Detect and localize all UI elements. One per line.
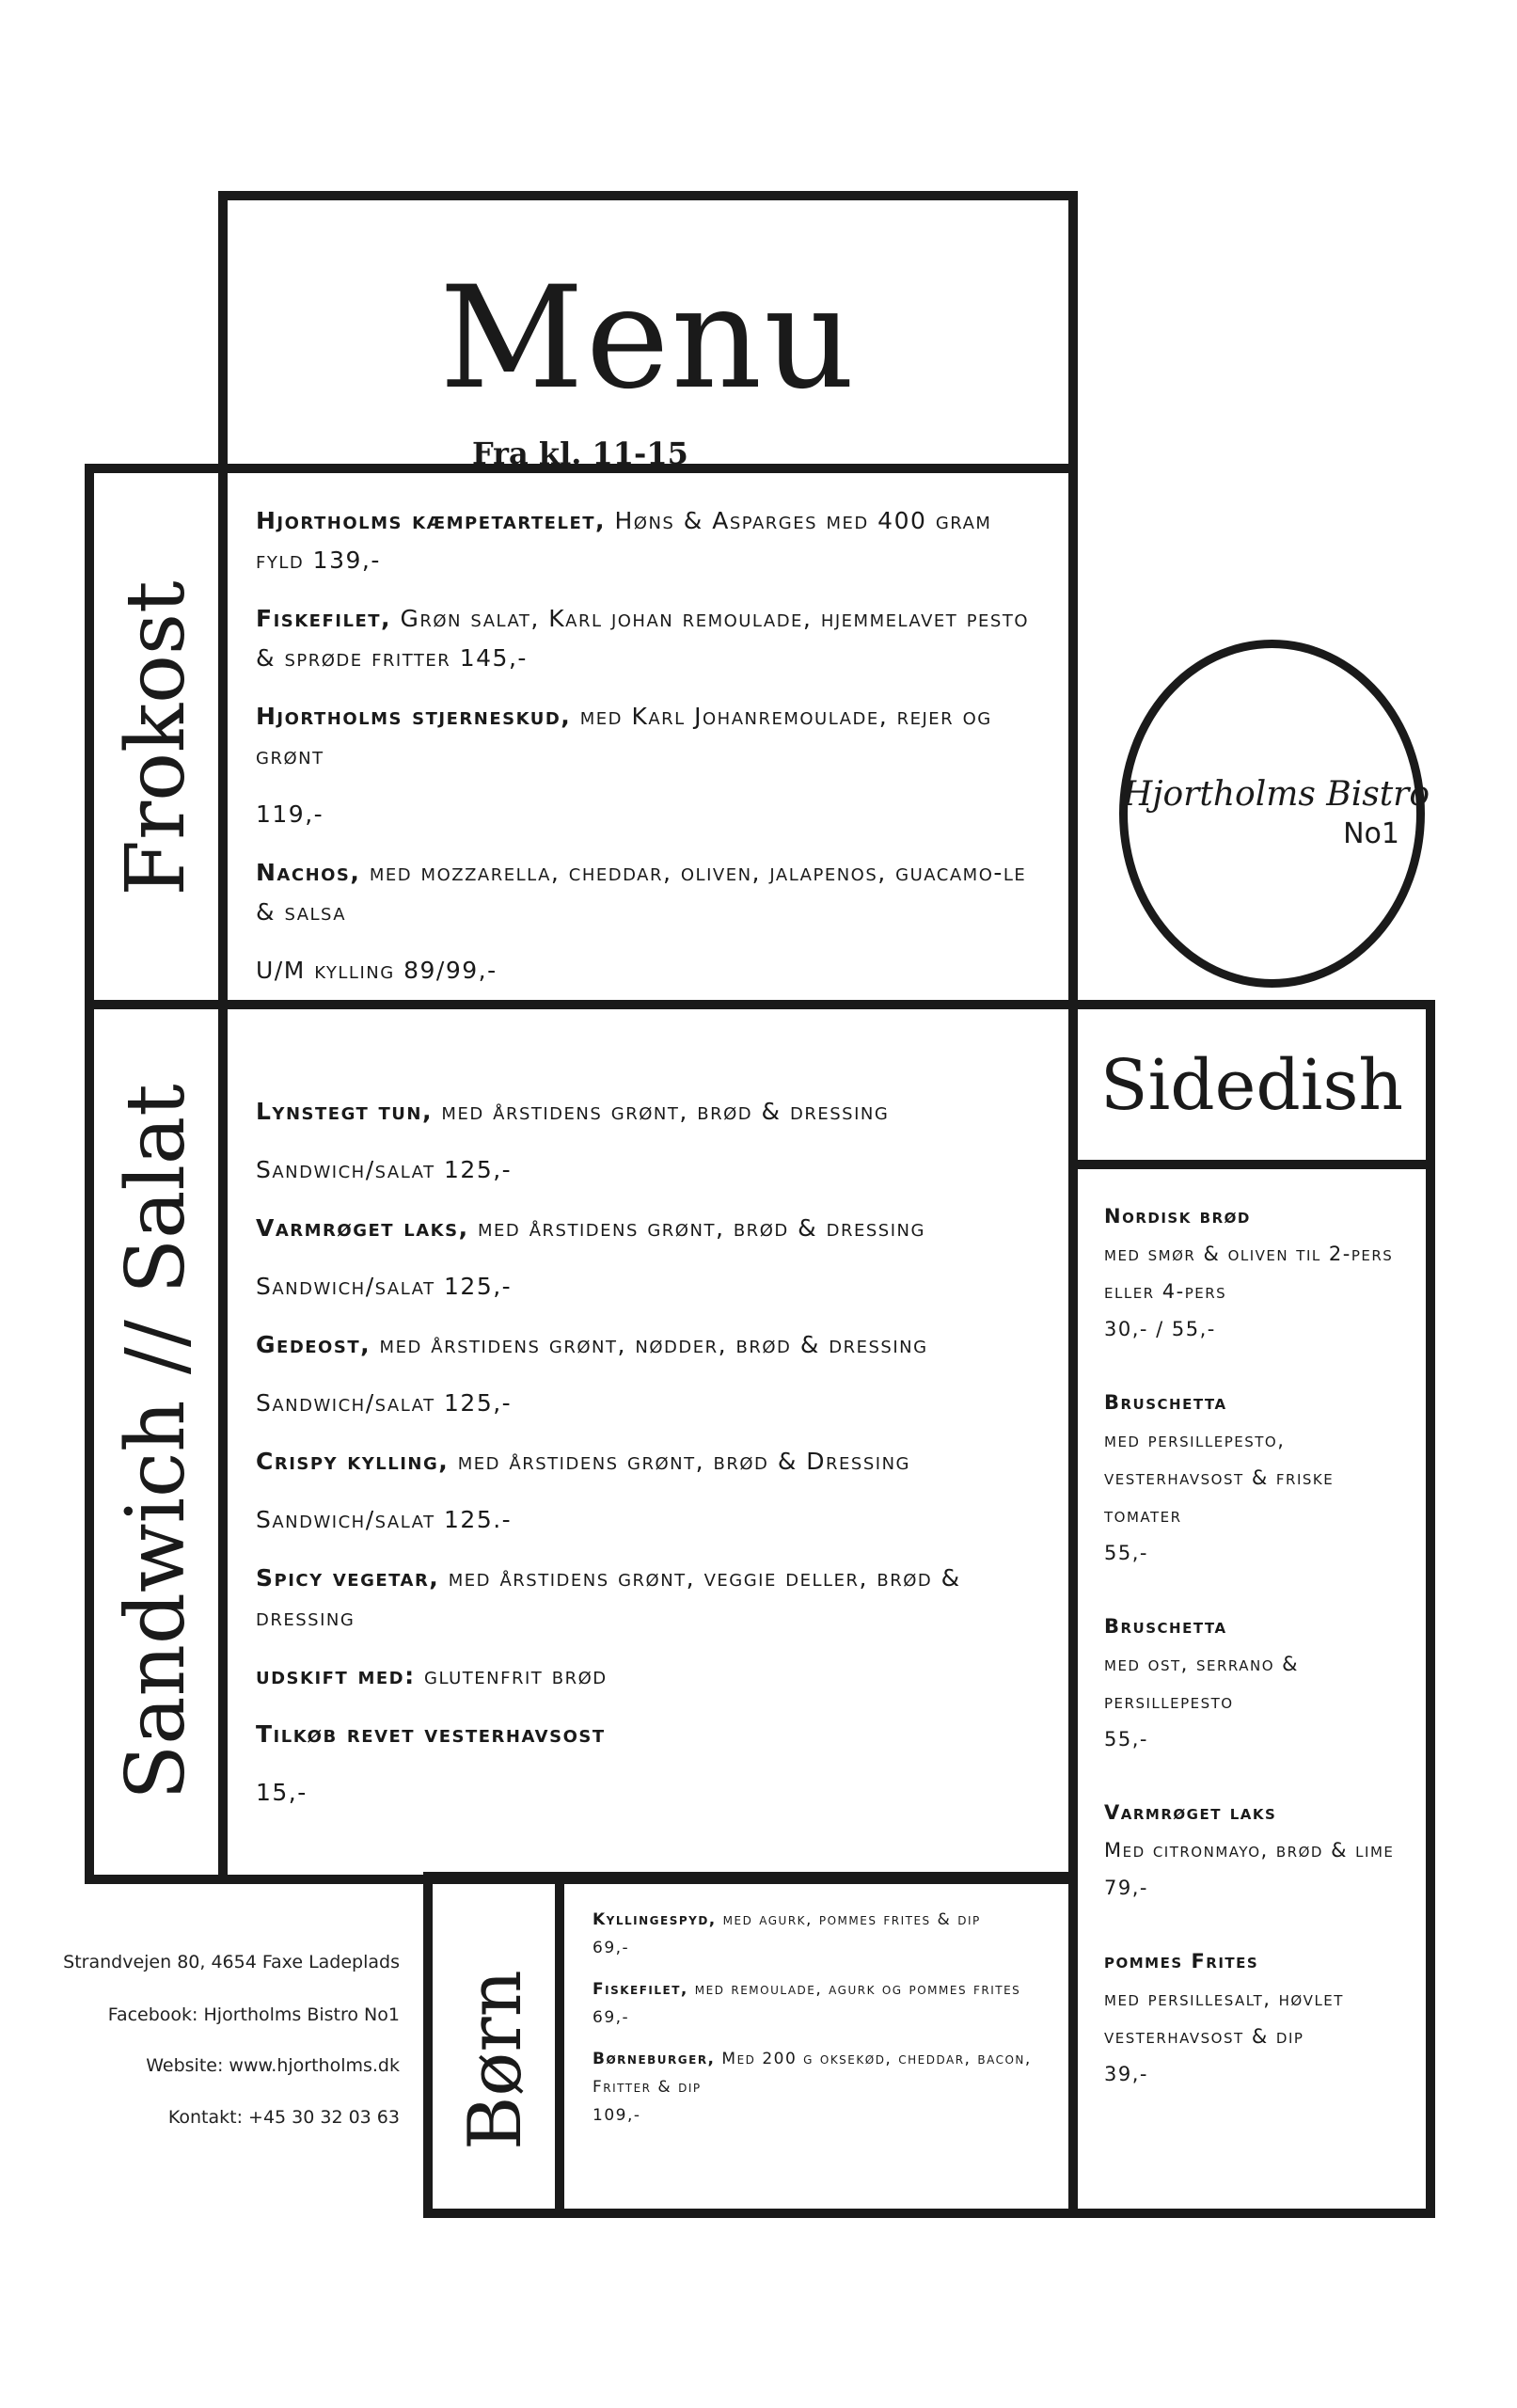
item-description: Sandwich/salat 125,- [256, 1156, 513, 1183]
menu-item [256, 1442, 1046, 1481]
item-price: 55,- [1104, 1542, 1148, 1564]
sandwich-label: Sandwich // Salat [109, 1084, 203, 1800]
item-name: Hjortholms stjerneskud, [256, 703, 572, 730]
item-description: Sandwich/salat 125.- [256, 1506, 513, 1533]
sidedish-items [1104, 1197, 1414, 2129]
menu-item [256, 1325, 1046, 1365]
kids-item [593, 2045, 1053, 2130]
sandwich-label-box [85, 1000, 228, 1884]
contact-facebook: Facebook: Hjortholms Bistro No1 [107, 2004, 400, 2025]
item-description: med Karl Johanremoulade, rejer og grønt [256, 703, 992, 769]
sidedish-item [1104, 1384, 1414, 1572]
item-name: Børneburger, [593, 2050, 716, 2068]
item-name: Gedeost, [256, 1331, 371, 1358]
item-description: med remoulade, agurk og pommes frites [687, 1980, 1021, 1999]
item-description: med mozzarella, cheddar, oliven, jalapenos, guacamo-le & salsa [256, 859, 1027, 926]
kids-item [593, 1906, 1053, 1962]
sandwich-items [256, 1092, 1046, 1831]
menu-item [256, 795, 1046, 834]
sidedish-item [1104, 1942, 1414, 2093]
frokost-label-box [85, 464, 228, 1009]
item-description: med årstidens grønt, brød & dressing [432, 1098, 890, 1125]
contact-address: Strandvejen 80, 4654 Faxe Ladeplads [63, 1952, 400, 1972]
item-description: med årstidens grønt, brød & dressing [468, 1214, 925, 1242]
menu-item [256, 1656, 1046, 1696]
item-description: Med citronmayo, brød & lime [1104, 1839, 1395, 1861]
item-name: Kyllingespyd, [593, 1910, 717, 1929]
menu-item [256, 1384, 1046, 1423]
frokost-box [218, 464, 1078, 1009]
menu-item [256, 951, 1046, 990]
bistro-logo [1119, 640, 1430, 988]
born-label-box [423, 1872, 564, 2218]
menu-item [256, 1773, 1046, 1813]
item-name: udskift med: [256, 1662, 416, 1689]
item-price: 39,- [1104, 2063, 1148, 2085]
item-price: 109,- [593, 2106, 641, 2125]
item-name: Varmrøget laks, [256, 1214, 469, 1242]
item-description: Sandwich/salat 125,- [256, 1273, 513, 1300]
item-price: 69,- [593, 1939, 630, 1957]
frokost-label: Frokost [109, 580, 203, 896]
item-name: Nachos, [256, 859, 361, 886]
item-description: glutenfrit brød [415, 1662, 608, 1689]
sidedish-title: Sidedish [1099, 1045, 1404, 1126]
item-description: med smør & oliven til 2-pers eller 4-pers [1104, 1243, 1394, 1303]
item-description: 119,- [256, 800, 324, 828]
sidedish-title-box [1068, 1000, 1435, 1169]
item-description: med persillepesto, vesterhavsost & friske tomater [1104, 1429, 1335, 1527]
sidedish-box [1068, 1160, 1435, 2218]
item-description: Sandwich/salat 125,- [256, 1389, 513, 1417]
item-name: Hjortholms kæmpetartelet, [256, 507, 607, 534]
logo-number: No1 [1343, 817, 1399, 850]
item-name: Tilkøb revet vesterhavsost [256, 1720, 606, 1748]
item-description: med årstidens grønt, nødder, brød & dressing [371, 1331, 928, 1358]
sandwich-box [218, 1000, 1078, 1884]
sidedish-item [1104, 1794, 1414, 1907]
item-name: Spicy vegetar, [256, 1564, 440, 1592]
born-items [593, 1906, 1053, 2143]
item-name: Bruschetta [1104, 1615, 1227, 1638]
sidedish-item [1104, 1608, 1414, 1758]
contact-block [56, 1952, 400, 2159]
born-label: Børn [453, 1970, 538, 2150]
title-box [218, 191, 1078, 473]
frokost-items [256, 501, 1046, 1009]
kids-item [593, 1975, 1053, 2032]
page-title: Menu [439, 257, 857, 420]
item-name: Nordisk brød [1104, 1205, 1251, 1228]
item-price: 55,- [1104, 1728, 1148, 1751]
menu-item [256, 853, 1046, 932]
item-description: Med 200 g oksekød, cheddar, bacon, Fritter & dip [593, 2050, 1032, 2097]
item-description: med årstidens grønt, brød & Dressing [449, 1448, 910, 1475]
born-box [555, 1872, 1078, 2218]
menu-item [256, 1209, 1046, 1248]
item-description: med persillesalt, høvlet vesterhavsost & dip [1104, 1988, 1344, 2048]
menu-item [256, 1267, 1046, 1307]
menu-item [256, 1559, 1046, 1638]
item-name: pommes Frites [1104, 1950, 1259, 1972]
menu-item [256, 501, 1046, 580]
item-price: 69,- [593, 2008, 630, 2027]
item-description: U/M kylling 89/99,- [256, 957, 498, 984]
menu-item [256, 697, 1046, 776]
item-name: Bruschetta [1104, 1391, 1227, 1414]
item-price: 79,- [1104, 1877, 1148, 1899]
menu-item [256, 1500, 1046, 1540]
item-name: Lynstegt tun, [256, 1098, 433, 1125]
logo-script-text: Hjortholms Bistro [1122, 775, 1430, 814]
page-subtitle: Fra kl. 11-15 [472, 436, 688, 471]
item-description: med ost, serrano & persillepesto [1104, 1653, 1300, 1713]
item-description: Grøn salat, Karl johan remoulade, hjemmelavet pesto & sprøde fritter 145,- [256, 605, 1030, 672]
menu-item [256, 599, 1046, 678]
menu-item [256, 1715, 1046, 1754]
item-description: Høns & Asparges med 400 gram fyld 139,- [256, 507, 992, 574]
item-name: Fiskefilet, [256, 605, 392, 632]
sidedish-item [1104, 1197, 1414, 1348]
item-price: 30,- / 55,- [1104, 1318, 1216, 1340]
menu-item [256, 1150, 1046, 1190]
item-description: med agurk, pommes frites & dip [716, 1910, 981, 1929]
item-description: 15,- [256, 1779, 308, 1806]
contact-phone: Kontakt: +45 30 32 03 63 [167, 2107, 400, 2128]
contact-website: Website: www.hjortholms.dk [146, 2055, 400, 2076]
item-description: med årstidens grønt, veggie deller, brød & dressing [256, 1564, 961, 1631]
item-name: Crispy kylling, [256, 1448, 450, 1475]
item-name: Varmrøget laks [1104, 1801, 1277, 1824]
menu-item [256, 1092, 1046, 1132]
item-name: Fiskefilet, [593, 1980, 688, 1999]
